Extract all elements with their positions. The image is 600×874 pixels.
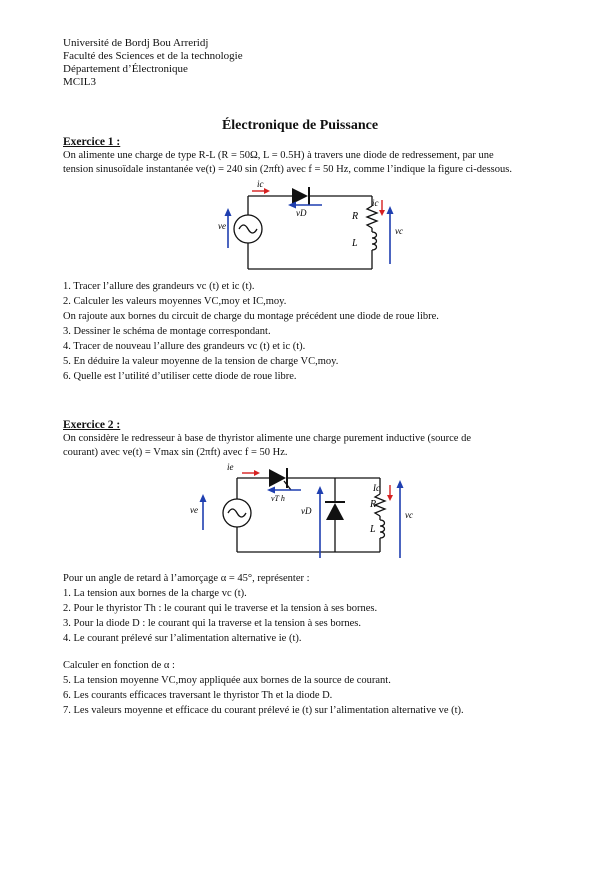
voltage-arrow-vth <box>267 487 301 494</box>
label-l: L <box>370 524 376 535</box>
exercise-1-intro-line-2: tension sinusoïdale instantanée ve(t) = 240 sin (2πft) avec f = 50 Hz, comme l’indique la figure ci-dessous. <box>63 164 512 175</box>
university-name: Université de Bordj Bou Arreridj <box>63 37 209 49</box>
current-arrow-ic <box>252 188 385 216</box>
exercise-1-question-2: 2. Calculer les valeurs moyennes VC,moy et IC,moy. <box>63 296 287 307</box>
exercise-2-intro-line-2: courant) avec ve(t) = Vmax sin (2πft) avec f = 50 Hz. <box>63 447 288 458</box>
document-title: Électronique de Puissance <box>221 118 379 133</box>
exercise-2-angle-line: Pour un angle de retard à l’amorçage α = 45°, représenter : <box>63 573 310 584</box>
exercise-2-question-2: 2. Pour le thyristor Th : le courant qui le traverse et la tension à ses bornes. <box>63 603 378 614</box>
label-vc: vc <box>405 510 413 520</box>
exercise-1-questions <box>63 279 543 384</box>
label-vth: vT h <box>271 494 285 503</box>
exercise-2-intro-line-1: On considère le redresseur à base de thyristor alimente une charge purement inductive (source de <box>63 433 471 444</box>
exercise-2-question-1: 1. La tension aux bornes de la charge vc (t). <box>63 588 247 599</box>
label-ie: ie <box>227 462 234 472</box>
exercise-2-question-5: 5. La tension moyenne VC,moy appliquée aux bornes de la source de courant. <box>63 675 391 686</box>
voltage-arrow-vc <box>397 480 404 558</box>
exercise-2-question-3: 3. Pour la diode D : le courant qui la traverse et la tension à ses bornes. <box>63 618 361 629</box>
label-ve: ve <box>218 221 226 231</box>
exercise-2-question-4: 4. Le courant prélevé sur l’alimentation alternative ie (t). <box>63 633 302 644</box>
faculty-name: Faculté des Sciences et de la technologie <box>63 50 243 62</box>
exercise-2-question-7: 7. Les valeurs moyenne et efficace du courant prélevé ie (t) sur l’alimentation alternative ve (t). <box>63 705 464 716</box>
exercise-1-intro-line-1: On alimente une charge de type R-L (R = 50Ω, L = 0.5H) à travers une diode de redressement, par une <box>63 150 494 161</box>
exercise-1-heading: Exercice 1 : <box>63 136 121 148</box>
department-name: Département d’Électronique <box>63 63 188 75</box>
label-ic: ic <box>257 179 264 189</box>
exercise-1-question-4: 4. Tracer de nouveau l’allure des grandeurs vc (t) et ic (t). <box>63 341 306 352</box>
exercise-2-question-6: 6. Les courants efficaces traversant le thyristor Th et la diode D. <box>63 690 333 701</box>
exercise-1-intro <box>63 135 543 177</box>
label-r: R <box>352 211 359 222</box>
course-level: MCIL3 <box>63 76 96 88</box>
exercise-1-question-3: 3. Dessiner le schéma de montage correspondant. <box>63 326 271 337</box>
circuit-diagram-1 <box>200 176 420 276</box>
exercise-2-intro <box>63 418 543 460</box>
circuit-diagram-2 <box>185 458 425 566</box>
exercise-2-heading: Exercice 2 : <box>63 419 121 431</box>
voltage-arrow-ve <box>200 494 207 530</box>
exercise-1-question-6: 6. Quelle est l’utilité d’utiliser cette diode de roue libre. <box>63 371 297 382</box>
current-arrow-ie <box>242 470 260 476</box>
label-vc: vc <box>395 226 403 236</box>
label-vd: vD <box>301 506 312 516</box>
document-header <box>63 37 243 89</box>
exercise-1-note: On rajoute aux bornes du circuit de charge du montage précédent une diode de roue libre. <box>63 311 439 322</box>
label-l: L <box>352 238 358 249</box>
exercise-1-question-1: 1. Tracer l’allure des grandeurs vc (t) et ic (t). <box>63 281 255 292</box>
current-arrow-ic <box>387 485 393 501</box>
exercise-1-question-5: 5. En déduire la valeur moyenne de la tension de charge VC,moy. <box>63 356 339 367</box>
exercise-2-calc-line: Calculer en fonction de α : <box>63 660 175 671</box>
exercise-2-questions <box>63 571 543 718</box>
voltage-arrow-vc <box>387 206 394 264</box>
label-ic: Ic <box>373 483 380 493</box>
voltage-arrow-vd <box>317 486 324 558</box>
label-vd: vD <box>296 208 307 218</box>
thyristor-icon <box>269 468 291 490</box>
freewheel-diode-icon <box>325 502 345 520</box>
label-ic-right: ic <box>372 198 379 208</box>
label-r: R <box>370 499 377 510</box>
label-ve: ve <box>190 505 198 515</box>
